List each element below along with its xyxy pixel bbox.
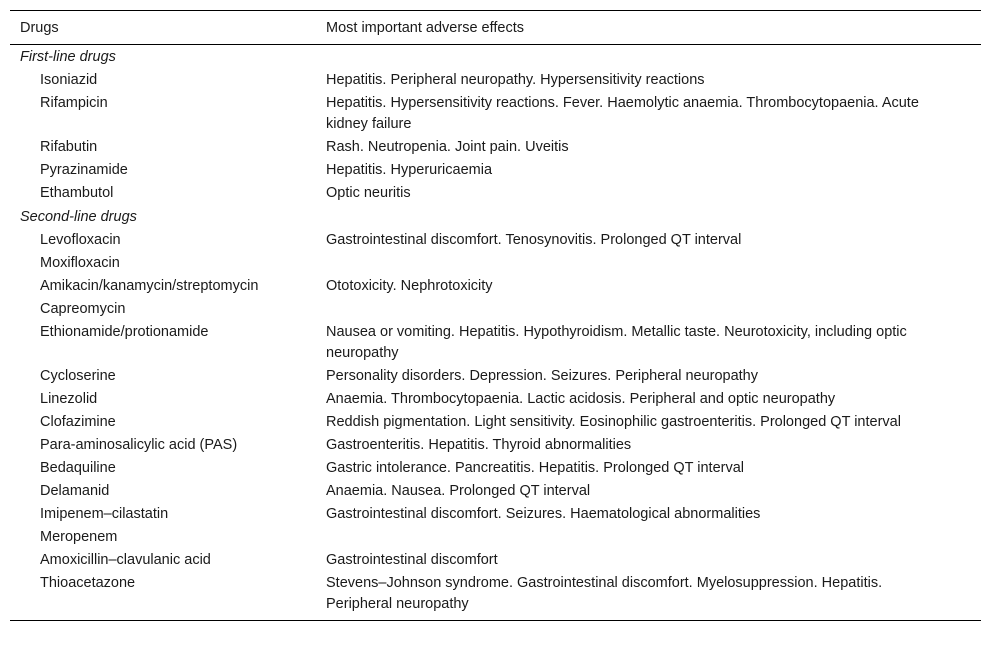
adverse-effects: Gastrointestinal discomfort [326,552,498,568]
adverse-effects: Anaemia. Nausea. Prolonged QT interval [326,483,591,499]
drug-name: Delamanid [40,483,110,499]
adverse-effects: Anaemia. Thrombocytopaenia. Lactic acidosis. Peripheral and optic neuropathy [326,391,836,407]
table-row [10,275,981,298]
header-adverse-effects: Most important adverse effects [316,11,981,45]
adverse-effects [316,526,981,549]
table-row [10,69,981,92]
adverse-effects: Reddish pigmentation. Light sensitivity. Eosinophilic gastroenteritis. Prolonged QT interval [326,414,901,430]
drug-name: Rifampicin [40,95,108,111]
drug-name: Linezolid [40,391,98,407]
adverse-effects: Optic neuritis [326,185,411,201]
drug-name: Capreomycin [40,301,126,317]
adverse-effects [316,252,981,275]
adverse-effects: Gastric intolerance. Pancreatitis. Hepatitis. Prolonged QT interval [326,460,745,476]
table-row [10,229,981,252]
drug-name: Rifabutin [40,139,98,155]
table-row [10,526,981,549]
adverse-effects: Gastrointestinal discomfort. Tenosynovitis. Prolonged QT interval [326,232,742,248]
table-row [10,182,981,205]
drug-name: Moxifloxacin [40,255,120,271]
table-row [10,365,981,388]
adverse-effects: Gastrointestinal discomfort. Seizures. Haematological abnormalities [326,506,761,522]
adverse-effects: Nausea or vomiting. Hepatitis. Hypothyroidism. Metallic taste. Neurotoxicity, including optic neuropathy [326,324,907,361]
table-row [10,411,981,434]
table-row [10,503,981,526]
table-row [10,92,981,136]
drug-name: Imipenem–cilastatin [40,506,169,522]
adverse-effects: Rash. Neutropenia. Joint pain. Uveitis [326,139,569,155]
section-title: Second-line drugs [20,209,137,225]
drug-name: Amikacin/kanamycin/streptomycin [40,278,259,294]
adverse-effects: Hepatitis. Hypersensitivity reactions. Fever. Haemolytic anaemia. Thrombocytopaenia. Acute kidney failure [326,95,919,132]
section-row-second-line [10,205,981,229]
header-row [10,11,981,45]
table-row [10,298,981,321]
table-row [10,252,981,275]
table-row [10,388,981,411]
adverse-effects: Gastroenteritis. Hepatitis. Thyroid abnormalities [326,437,632,453]
adverse-effects: Personality disorders. Depression. Seizures. Peripheral neuropathy [326,368,758,384]
table-body [10,45,981,621]
drug-name: Thioacetazone [40,575,136,591]
drug-name: Meropenem [40,529,118,545]
table-row [10,457,981,480]
section-title: First-line drugs [20,49,116,65]
table-row [10,434,981,457]
drug-name: Ethionamide/protionamide [40,324,209,340]
drug-name: Cycloserine [40,368,116,384]
drug-name: Levofloxacin [40,232,121,248]
adverse-effects [316,298,981,321]
table-row [10,480,981,503]
header-drugs: Drugs [10,11,316,45]
drug-name: Amoxicillin–clavulanic acid [40,552,211,568]
adverse-effects: Ototoxicity. Nephrotoxicity [326,278,493,294]
table-row [10,572,981,621]
drug-name: Bedaquiline [40,460,116,476]
adverse-effects-table [10,10,981,621]
drug-name: Para-aminosalicylic acid (PAS) [40,437,238,453]
table-row [10,159,981,182]
drug-name: Pyrazinamide [40,162,128,178]
adverse-effects: Hepatitis. Hyperuricaemia [326,162,493,178]
drug-name: Ethambutol [40,185,114,201]
table-row [10,549,981,572]
section-row-first-line [10,45,981,70]
adverse-effects-table-container [10,10,981,621]
table-row [10,321,981,365]
adverse-effects: Hepatitis. Peripheral neuropathy. Hypersensitivity reactions [326,72,705,88]
table-header [10,11,981,45]
adverse-effects: Stevens–Johnson syndrome. Gastrointestinal discomfort. Myelosuppression. Hepatitis. Peripheral neuropathy [326,575,883,612]
drug-name: Clofazimine [40,414,116,430]
drug-name: Isoniazid [40,72,98,88]
table-row [10,136,981,159]
